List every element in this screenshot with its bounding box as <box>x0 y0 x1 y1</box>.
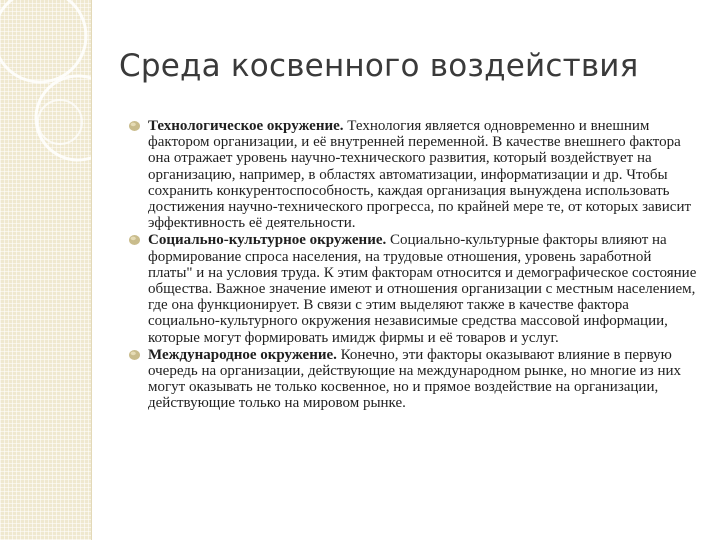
item-heading: Социально-культурное окружение. <box>148 232 387 249</box>
oval-bullet-icon <box>128 234 141 246</box>
item-heading: Международное окружение. <box>148 346 337 363</box>
bullet-list <box>128 118 698 413</box>
item-text: Конечно, эти факторы оказывают влияние в первую очередь на организации, действующие на международном рынке, но многие из них могут оказывать не только косвенное, но и прямое воздействие на организации, действующие только на мировом рынке. <box>148 346 682 412</box>
decorative-side-panel <box>0 0 92 540</box>
oval-bullet-icon <box>128 120 141 132</box>
item-heading: Технологическое окружение. <box>148 118 344 134</box>
item-text: Технология является одновременно и внешним фактором организации, и её внутренней переменной. В качестве внешнего фактора она отражает уровень научно-технического развития, который воздействует на организацию, например, в областях автоматизации, информатизации и др. Чтобы сохранить конкурентоспособность, каждая организация вынуждена использовать достижения научно-технического прогресса, по крайней мере те, от которых зависит эффективность её деятельности. <box>148 118 692 232</box>
list-item <box>128 118 698 231</box>
list-item <box>128 347 698 412</box>
oval-bullet-icon <box>128 349 141 361</box>
list-item <box>128 232 698 345</box>
decorative-circles-icon <box>0 0 92 540</box>
item-text: Социально-культурные факторы влияют на формирование спроса населения, на трудовые отношения, уровень заработной платы" и на условия труда. К этим факторам относится и демографическое состояние общества. Важное значение имеют и отношения организации с местным населением, где она функционирует. В связи с этим выделяют также в качестве фактора социально-культурного окружения независимые средства массовой информации, которые могут формировать имидж фирмы и её товаров и услуг. <box>148 232 697 346</box>
page-title: Среда косвенного воздействия <box>119 48 639 84</box>
